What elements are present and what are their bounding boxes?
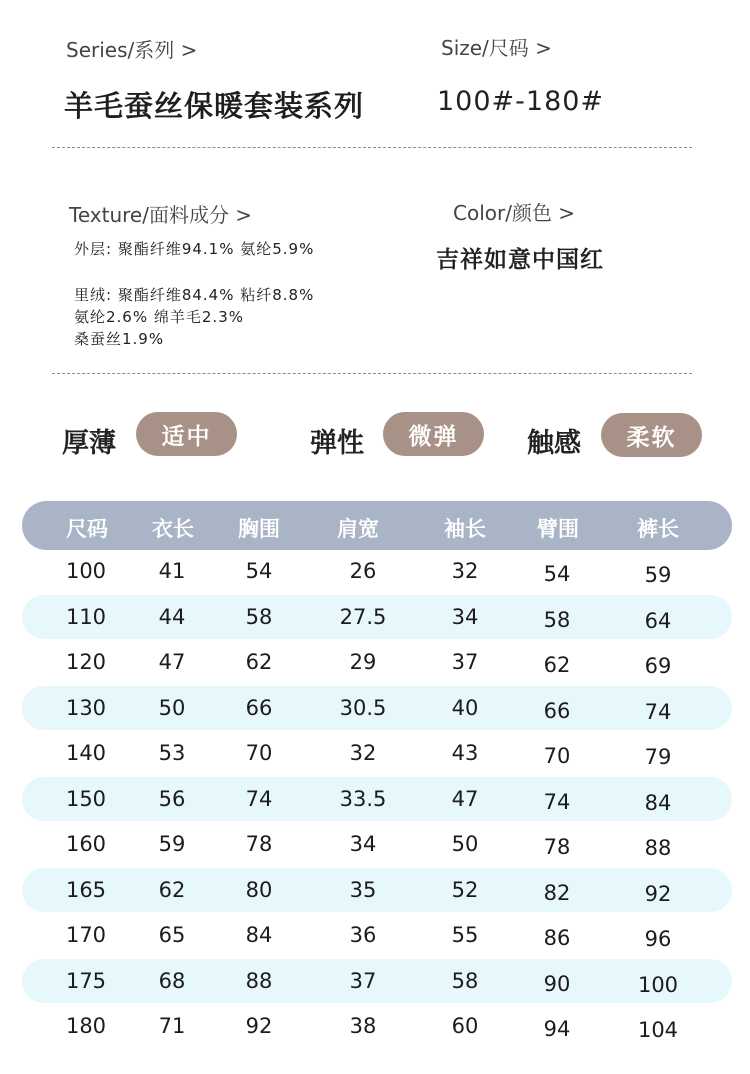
- cell-chest: 58: [245, 604, 273, 629]
- divider: [52, 373, 692, 374]
- cell-sleeve: 43: [451, 741, 479, 765]
- cell-sleeve: 32: [451, 559, 479, 583]
- cell-shoulder: 35: [349, 877, 377, 902]
- size-range: 100#-180#: [437, 86, 605, 117]
- cell-length: 65: [158, 923, 186, 947]
- cell-arm: 58: [543, 607, 571, 632]
- cell-pants-length: 64: [644, 608, 672, 633]
- cell-chest: 54: [245, 559, 273, 583]
- cell-arm: 94: [543, 1017, 571, 1041]
- cell-length: 47: [158, 650, 186, 674]
- cell-chest: 84: [245, 923, 273, 947]
- cell-pants-length: 100: [637, 972, 679, 997]
- color-label: Color/颜色 >: [453, 201, 576, 225]
- cell-size: 170: [65, 923, 107, 947]
- header-chest: 胸围: [238, 517, 280, 541]
- cell-length: 41: [158, 559, 186, 583]
- texture-label: Texture/面料成分 >: [69, 203, 253, 227]
- cell-chest: 78: [245, 832, 273, 856]
- cell-sleeve: 40: [451, 695, 479, 720]
- header-arm: 臂围: [537, 517, 579, 541]
- cell-sleeve: 37: [451, 650, 479, 674]
- attribute-thickness-name: 厚薄: [62, 428, 116, 459]
- cell-chest: 62: [245, 650, 273, 674]
- row-stripe: [22, 868, 732, 912]
- header-size: 尺码: [66, 517, 108, 541]
- cell-shoulder: 27.5: [339, 604, 387, 629]
- size-table-header: [22, 501, 732, 550]
- cell-sleeve: 52: [451, 877, 479, 902]
- cell-sleeve: 47: [451, 786, 479, 811]
- series-value: 羊毛蚕丝保暖套装系列: [64, 89, 365, 123]
- cell-arm: 78: [543, 835, 571, 859]
- cell-length: 53: [158, 741, 186, 765]
- cell-size: 110: [65, 604, 107, 629]
- cell-shoulder: 37: [349, 968, 377, 993]
- cell-arm: 66: [543, 698, 571, 723]
- cell-length: 71: [158, 1014, 186, 1038]
- cell-size: 160: [65, 832, 107, 856]
- cell-pants-length: 96: [644, 927, 672, 951]
- cell-chest: 88: [245, 968, 273, 993]
- attribute-touch-badge: 柔软: [601, 413, 702, 457]
- cell-length: 68: [158, 968, 186, 993]
- cell-size: 120: [65, 650, 107, 674]
- cell-pants-length: 59: [644, 563, 672, 587]
- cell-pants-length: 92: [644, 881, 672, 906]
- cell-chest: 70: [245, 741, 273, 765]
- cell-arm: 86: [543, 926, 571, 950]
- cell-arm: 70: [543, 744, 571, 768]
- cell-pants-length: 79: [644, 745, 672, 769]
- size-label: Size/尺码 >: [441, 36, 552, 60]
- cell-pants-length: 74: [644, 699, 672, 724]
- color-value: 吉祥如意中国红: [436, 247, 604, 273]
- cell-shoulder: 32: [349, 741, 377, 765]
- series-label: Series/系列 >: [66, 38, 198, 62]
- cell-shoulder: 38: [349, 1014, 377, 1038]
- cell-shoulder: 34: [349, 832, 377, 856]
- header-shoulder: 肩宽: [337, 517, 379, 541]
- attribute-thickness-badge: 适中: [136, 412, 237, 456]
- cell-sleeve: 34: [451, 604, 479, 629]
- attribute-elasticity-name: 弹性: [310, 428, 364, 459]
- cell-size: 180: [65, 1014, 107, 1038]
- cell-size: 140: [65, 741, 107, 765]
- cell-length: 59: [158, 832, 186, 856]
- cell-size: 175: [65, 968, 107, 993]
- cell-length: 44: [158, 604, 186, 629]
- cell-length: 56: [158, 786, 186, 811]
- cell-arm: 82: [543, 880, 571, 905]
- texture-outer-line: 外层: 聚酯纤维94.1% 氨纶5.9%: [74, 240, 315, 258]
- cell-arm: 90: [543, 971, 571, 996]
- cell-chest: 66: [245, 695, 273, 720]
- cell-length: 50: [158, 695, 186, 720]
- cell-shoulder: 26: [349, 559, 377, 583]
- cell-shoulder: 33.5: [339, 786, 387, 811]
- texture-lining-line: 桑蚕丝1.9%: [74, 330, 165, 348]
- divider: [52, 147, 692, 148]
- texture-lining-line: 里绒: 聚酯纤维84.4% 粘纤8.8%: [74, 286, 315, 304]
- cell-size: 150: [65, 786, 107, 811]
- cell-sleeve: 50: [451, 832, 479, 856]
- attribute-touch-name: 触感: [527, 428, 581, 459]
- row-stripe: [22, 959, 732, 1003]
- cell-chest: 74: [245, 786, 273, 811]
- texture-lining-line: 氨纶2.6% 绵羊毛2.3%: [74, 308, 244, 326]
- cell-chest: 80: [245, 877, 273, 902]
- cell-size: 130: [65, 695, 107, 720]
- cell-sleeve: 60: [451, 1014, 479, 1038]
- cell-length: 62: [158, 877, 186, 902]
- cell-sleeve: 58: [451, 968, 479, 993]
- cell-arm: 54: [543, 562, 571, 586]
- cell-arm: 74: [543, 789, 571, 814]
- cell-pants-length: 88: [644, 836, 672, 860]
- cell-shoulder: 36: [349, 923, 377, 947]
- cell-shoulder: 30.5: [339, 695, 387, 720]
- header-pants-length: 裤长: [637, 517, 679, 541]
- cell-size: 165: [65, 877, 107, 902]
- cell-sleeve: 55: [451, 923, 479, 947]
- attribute-elasticity-badge: 微弹: [383, 412, 484, 456]
- cell-pants-length: 84: [644, 790, 672, 815]
- cell-size: 100: [65, 559, 107, 583]
- header-length: 衣长: [152, 517, 194, 541]
- cell-shoulder: 29: [349, 650, 377, 674]
- cell-pants-length: 104: [637, 1018, 679, 1042]
- cell-pants-length: 69: [644, 654, 672, 678]
- header-sleeve: 袖长: [444, 517, 486, 541]
- cell-chest: 92: [245, 1014, 273, 1038]
- cell-arm: 62: [543, 653, 571, 677]
